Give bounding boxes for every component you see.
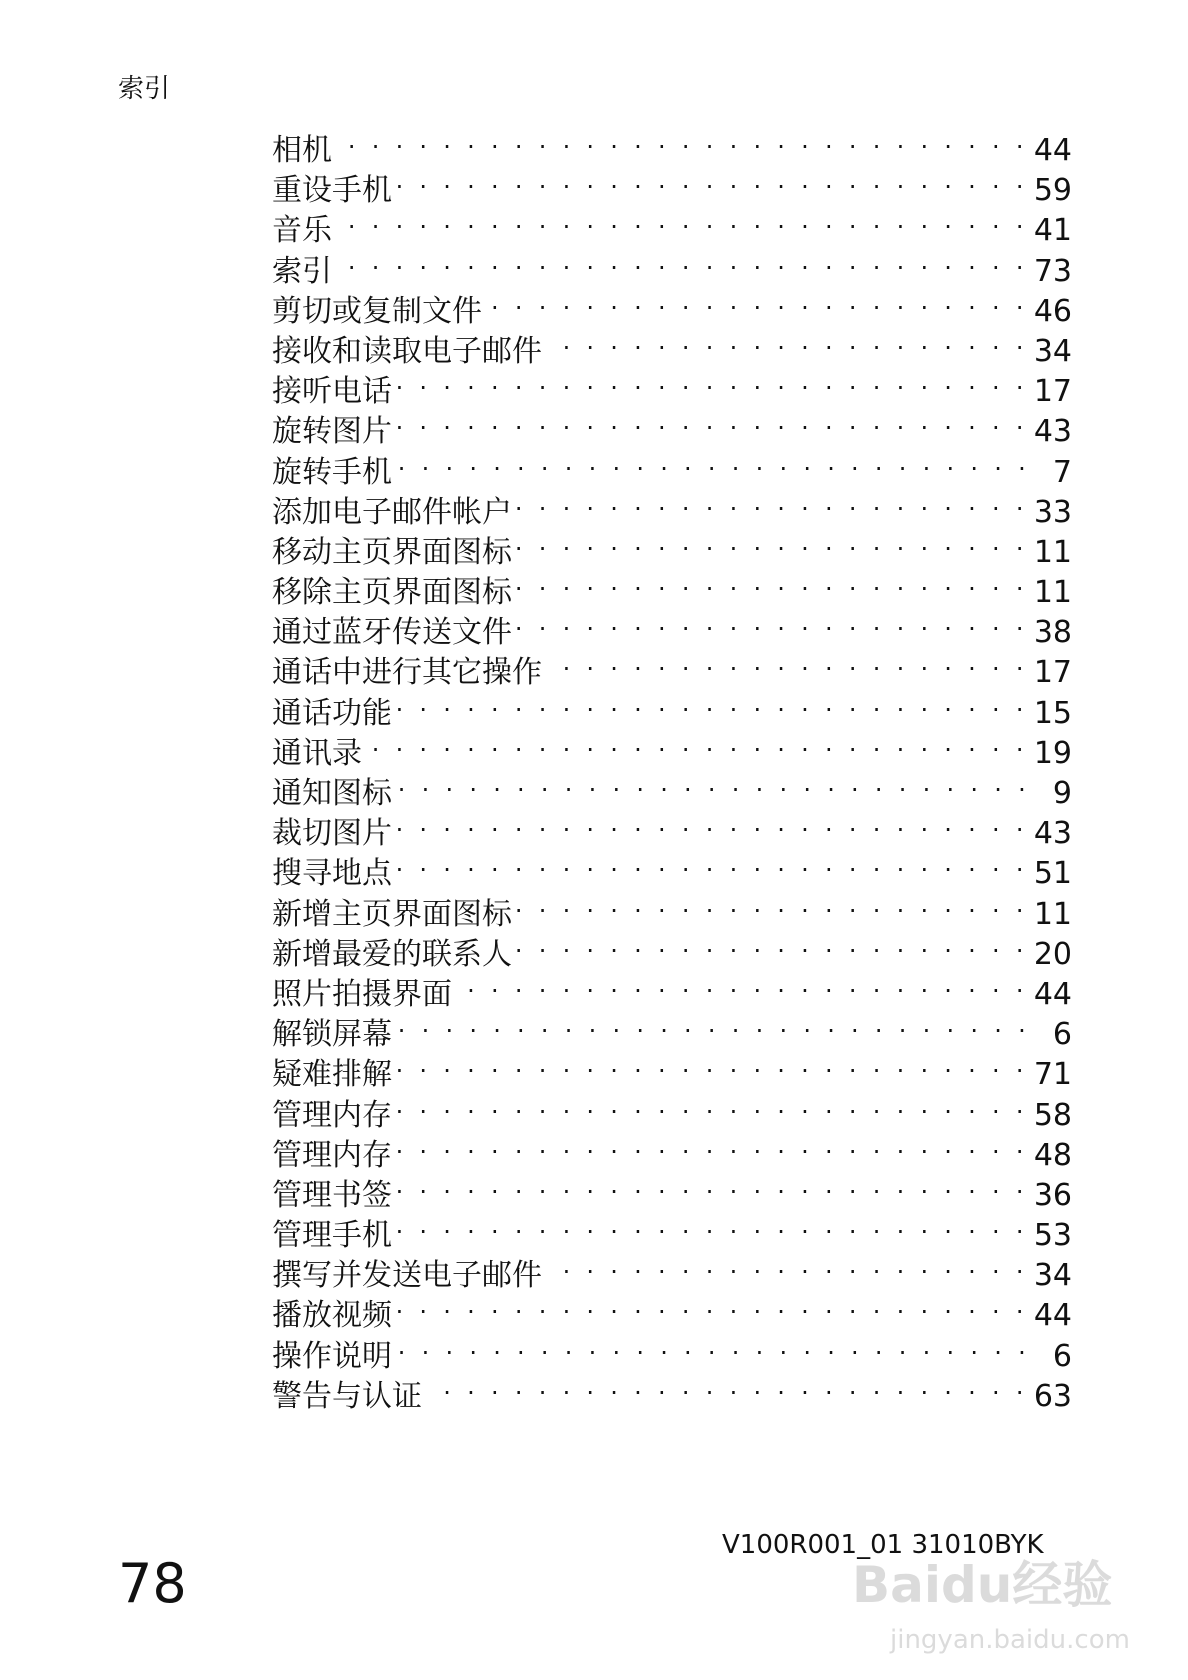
dot-leader: [396, 683, 1028, 723]
index-entry: [272, 1165, 1072, 1213]
index-entry: [272, 482, 1072, 530]
index-page-number: 33: [1033, 494, 1072, 530]
dot-leader: [396, 1044, 1028, 1084]
index-term: 通知图标: [272, 776, 392, 811]
dot-leader: [546, 642, 1028, 682]
index-entry: [272, 160, 1072, 209]
index-page-number: 51: [1033, 856, 1072, 892]
index-term: 通话中进行其它操作: [272, 655, 542, 691]
index-page-number: 36: [1033, 1177, 1072, 1213]
index-page-number: 44: [1033, 976, 1072, 1012]
dot-leader: [336, 120, 1028, 160]
index-entry: [272, 281, 1072, 329]
page-number: 78: [118, 1552, 187, 1615]
index-term: 旋转手机: [272, 454, 392, 490]
index-list: [272, 120, 1072, 1414]
dot-leader: [516, 522, 1028, 562]
index-term: 搜寻地点: [272, 856, 392, 892]
dot-leader: [396, 1085, 1028, 1125]
index-page-number: 34: [1033, 333, 1072, 369]
index-term: 播放视频: [272, 1298, 392, 1334]
index-page-number: 6: [1052, 1017, 1072, 1053]
index-page-number: 73: [1033, 253, 1072, 289]
index-term: 撰写并发送电子邮件: [272, 1258, 542, 1294]
index-term: 新增主页界面图标: [272, 896, 512, 932]
index-page-number: 71: [1033, 1057, 1072, 1093]
index-page-number: 20: [1033, 936, 1072, 972]
dot-leader: [336, 241, 1028, 281]
index-term: 操作说明: [272, 1338, 392, 1374]
index-page-number: 11: [1033, 575, 1072, 611]
index-page-number: 43: [1033, 414, 1072, 450]
index-page-number: 17: [1033, 374, 1072, 410]
index-page-number: 48: [1033, 1137, 1072, 1173]
index-term: 旋转图片: [272, 414, 392, 450]
index-entry: [272, 1205, 1072, 1254]
dot-leader: [396, 1004, 1030, 1044]
dot-leader: [396, 803, 1028, 843]
watermark-url: jingyan.baidu.com: [890, 1625, 1130, 1655]
dot-leader: [396, 1165, 1028, 1205]
dot-leader: [516, 924, 1028, 964]
index-term: 管理内存: [272, 1097, 392, 1133]
section-title: 索引: [118, 74, 171, 104]
index-term: 通讯录: [272, 735, 362, 771]
dot-leader: [396, 843, 1028, 883]
index-term: 解锁屏幕: [272, 1017, 392, 1053]
index-entry: [272, 1326, 1072, 1374]
dot-leader: [516, 482, 1028, 522]
dot-leader: [396, 1285, 1028, 1325]
index-term: 音乐: [272, 213, 332, 249]
index-term: 新增最爱的联系人: [272, 936, 512, 972]
index-page-number: 9: [1052, 776, 1072, 811]
index-entry: [272, 120, 1072, 168]
dot-leader: [546, 321, 1028, 361]
watermark-brand: Baidu经验: [852, 1556, 1113, 1614]
dot-leader: [396, 1125, 1028, 1165]
index-entry: [272, 1044, 1072, 1093]
dot-leader: [456, 964, 1028, 1004]
index-entry: [272, 442, 1072, 490]
index-term: 裁切图片: [272, 816, 392, 852]
index-entry: [272, 1085, 1072, 1133]
index-term: 照片拍摄界面: [272, 976, 452, 1012]
index-page-number: 34: [1033, 1258, 1072, 1294]
dot-leader: [396, 401, 1028, 441]
index-term: 警告与认证: [272, 1378, 422, 1414]
index-page-number: 58: [1033, 1097, 1072, 1133]
index-term: 移动主页界面图标: [272, 534, 512, 570]
index-page-number: 44: [1033, 1298, 1072, 1334]
index-page-number: 6: [1052, 1338, 1072, 1374]
index-page-number: 19: [1033, 735, 1072, 771]
index-page-number: 41: [1033, 213, 1072, 249]
index-term: 管理书签: [272, 1177, 392, 1213]
dot-leader: [516, 884, 1028, 924]
dot-leader: [516, 602, 1028, 642]
index-entry: [272, 1245, 1072, 1294]
index-term: 管理手机: [272, 1218, 392, 1254]
dot-leader: [396, 442, 1030, 482]
index-term: 相机: [272, 133, 332, 168]
dot-leader: [396, 160, 1028, 200]
dot-leader: [546, 1245, 1028, 1285]
index-term: 接收和读取电子邮件: [272, 333, 542, 369]
index-entry: [272, 401, 1072, 450]
index-entry: [272, 803, 1072, 852]
index-page-number: 44: [1033, 133, 1072, 168]
dot-leader: [396, 361, 1028, 401]
index-page-number: 46: [1033, 293, 1072, 329]
index-page-number: 11: [1033, 896, 1072, 932]
version-code: V100R001_01 31010BYK: [722, 1530, 1044, 1560]
index-term: 重设手机: [272, 173, 392, 209]
index-page-number: 15: [1033, 695, 1072, 731]
watermark-logo: [850, 1540, 1130, 1660]
index-entry: [272, 1366, 1072, 1414]
index-page-number: 43: [1033, 816, 1072, 852]
dot-leader: [336, 200, 1028, 240]
index-entry: [272, 763, 1072, 811]
dot-leader: [396, 763, 1030, 803]
index-entry: [272, 241, 1072, 289]
index-page-number: 59: [1033, 173, 1072, 209]
index-term: 接听电话: [272, 374, 392, 410]
dot-leader: [396, 1326, 1030, 1366]
index-page-number: 53: [1033, 1218, 1072, 1254]
index-page-number: 17: [1033, 655, 1072, 691]
dot-leader: [426, 1366, 1028, 1406]
index-term: 剪切或复制文件: [272, 293, 482, 329]
index-page-number: 7: [1052, 454, 1072, 490]
index-page-number: 38: [1033, 615, 1072, 651]
index-term: 管理内存: [272, 1137, 392, 1173]
index-entry: [272, 884, 1072, 932]
dot-leader: [366, 723, 1028, 763]
index-term: 疑难排解: [272, 1057, 392, 1093]
dot-leader: [486, 281, 1028, 321]
index-entry: [272, 1125, 1072, 1173]
index-term: 添加电子邮件帐户: [272, 494, 512, 530]
index-term: 通话功能: [272, 695, 392, 731]
index-term: 通过蓝牙传送文件: [272, 615, 512, 651]
dot-leader: [516, 562, 1028, 602]
dot-leader: [396, 1205, 1028, 1245]
index-entry: [272, 723, 1072, 771]
index-term: 索引: [272, 253, 332, 289]
index-page-number: 63: [1033, 1378, 1072, 1414]
index-term: 移除主页界面图标: [272, 575, 512, 611]
index-entry: [272, 200, 1072, 249]
index-entry: [272, 843, 1072, 892]
index-page-number: 11: [1033, 534, 1072, 570]
